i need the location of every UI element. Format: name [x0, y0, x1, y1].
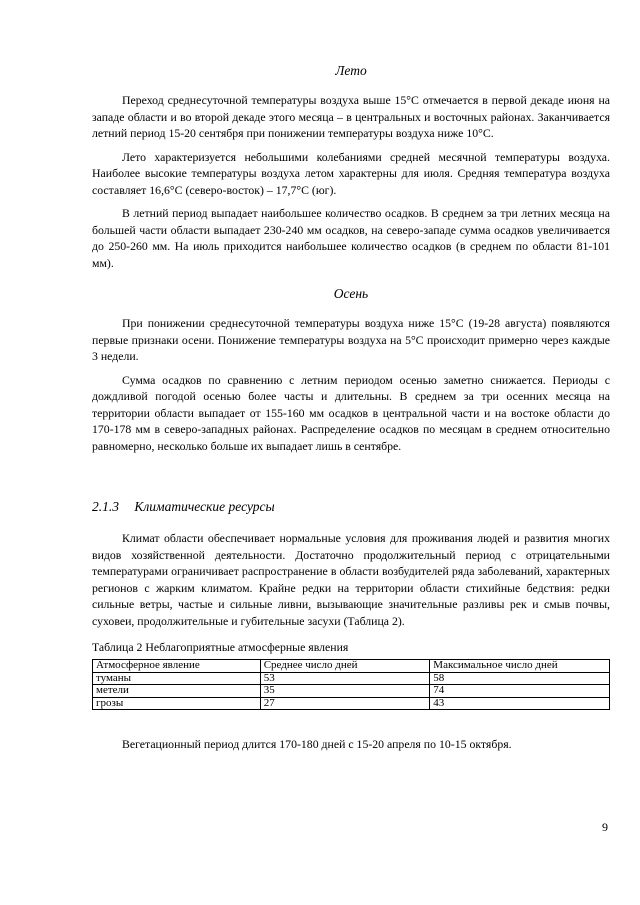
table-cell: 58	[430, 672, 610, 685]
page-content	[92, 62, 610, 760]
table-caption: Таблица 2 Неблагоприятные атмосферные явления	[92, 640, 349, 654]
table-header-row	[93, 660, 610, 673]
table-cell: 35	[260, 685, 430, 698]
section-title: Климатические ресурсы	[134, 499, 275, 514]
closing-paragraph: Вегетационный период длится 170-180 дней с 15-20 апреля по 10-15 октября.	[122, 737, 512, 751]
table-header-average-days: Среднее число дней	[260, 660, 430, 673]
autumn-heading: Осень	[333, 286, 369, 301]
table-row	[93, 672, 610, 685]
table-cell: метели	[93, 685, 261, 698]
weather-phenomena-table	[92, 659, 610, 710]
table-row	[93, 685, 610, 698]
summer-paragraph-2: Лето характеризуется небольшими колебаниями средней месячной температуры воздуха. Наиболее высокие температуры воздуха летом характерны для июля. Средняя температура воздуха составляет 16,6°С (северо-восток) – 17,7°С (юг).	[92, 149, 610, 197]
table-cell: грозы	[93, 697, 261, 710]
table-cell: 74	[430, 685, 610, 698]
table-cell: 27	[260, 697, 430, 710]
autumn-paragraph-1: При понижении среднесуточной температуры воздуха ниже 15°С (19-28 августа) появляются первые признаки осени. Понижение температуры воздуха на 5°С происходит примерно через каждые 3 недели.	[92, 316, 610, 363]
table-header-phenomenon: Атмосферное явление	[93, 660, 261, 673]
section-number: 2.1.3	[92, 499, 119, 514]
section-heading	[92, 498, 610, 516]
table-cell: 43	[430, 697, 610, 710]
section-paragraph-1: Климат области обеспечивает нормальные условия для проживания людей и развития многих видов хозяйственной деятельности. Достаточно продолжительный период с отрицательными температурами ограничивает распространение в области возбудителей ряда заболеваний, характерных регионов с жарким климатом. Крайне редки на территории области стихийные бедствия: редки сильные ветры, частые и сильные ливни, вызывающие значительные разливы рек и смыв почвы, суховеи, продолжительные и губительные засухи (Таблица 2).	[92, 531, 610, 628]
table-row	[93, 697, 610, 710]
table-header-max-days: Максимальное число дней	[430, 660, 610, 673]
autumn-paragraph-2: Сумма осадков по сравнению с летним периодом осенью заметно снижается. Периоды с дождливой погодой осенью более часты и длительны. В среднем за три осенних месяца на территории области выпадает от 155-160 мм осадков в центральной части и на востоке области до 170-178 мм в северо-западных районах. Распределение осадков по месяцам в среднем относительно равномерно, несколько больше их выпадает лишь в сентябре.	[92, 372, 610, 453]
summer-heading: Лето	[335, 63, 367, 78]
summer-paragraph-1: Переход среднесуточной температуры воздуха выше 15°С отмечается в первой декаде июня на западе области и во второй декаде этого месяца – в центральных и восточных районах. Заканчивается летний период 15-20 сентября при понижении температуры воздуха ниже 10°С.	[92, 93, 610, 140]
table-cell: туманы	[93, 672, 261, 685]
summer-paragraph-3: В летний период выпадает наибольшее количество осадков. В среднем за три летних месяца на большей части области выпадает 230-240 мм осадков, на северо-западе сумма осадков увеличивается до 250-260 мм. На июль приходится наибольшее количество осадков (в среднем по области 81-101 мм).	[92, 206, 610, 270]
table-cell: 53	[260, 672, 430, 685]
page-number: 9	[602, 820, 608, 834]
